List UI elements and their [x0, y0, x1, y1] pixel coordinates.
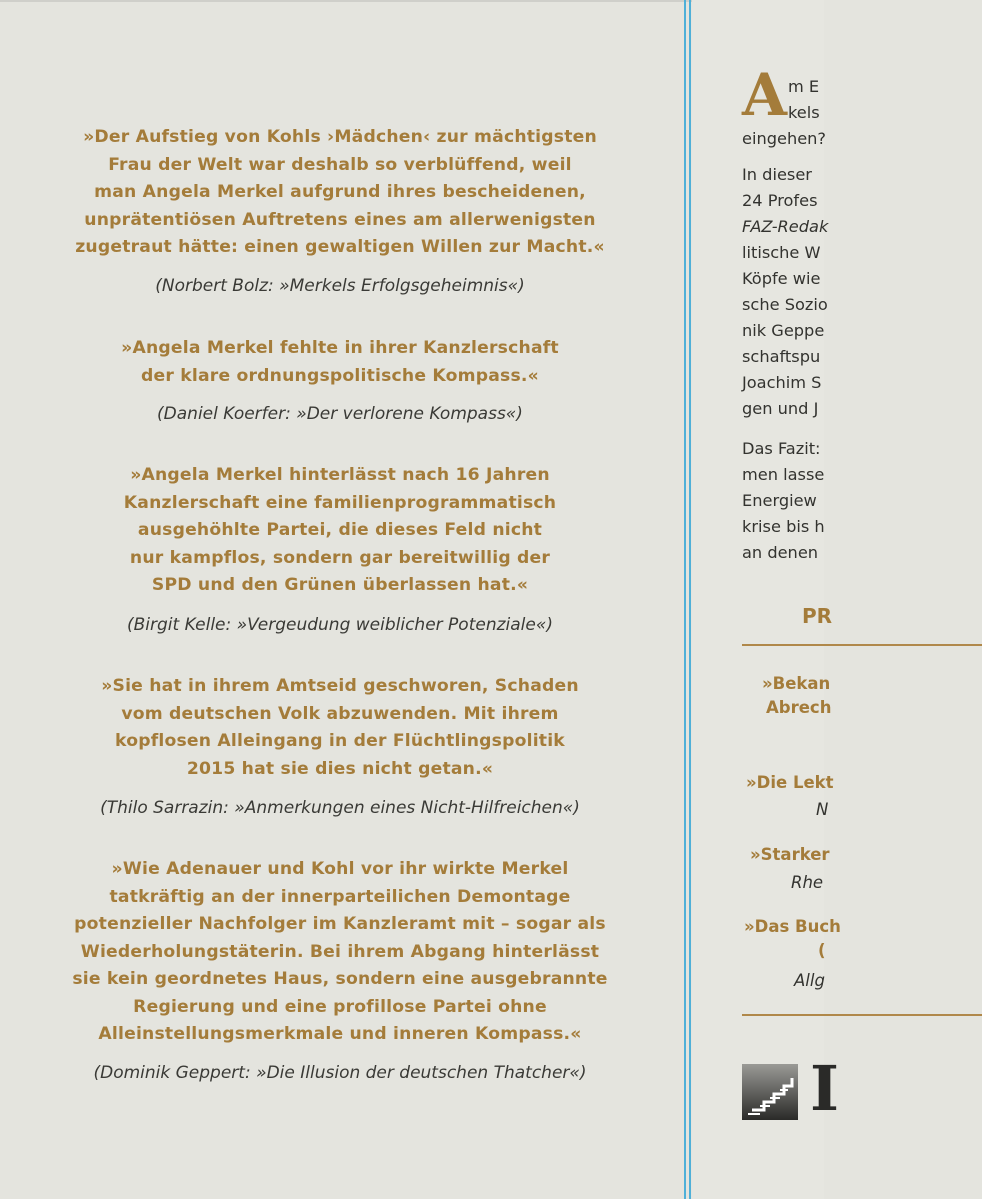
quote-4	[60, 673, 620, 783]
quote-1-source: (Norbert Bolz: »Merkels Erfolgsgeheimnis«)	[155, 276, 525, 296]
press-quote-2: »Die Lekt	[746, 773, 834, 792]
press-quote-3: »Starker	[750, 845, 830, 864]
press-line: »Bekan	[762, 674, 831, 693]
quote-line: man Angela Merkel aufgrund ihres bescheidenen,	[94, 182, 586, 202]
press-quote-4	[744, 915, 841, 963]
text-line: Energiew	[742, 491, 817, 510]
quote-line: Frau der Welt war deshalb so verblüffend, weil	[108, 154, 572, 175]
quote-5-source: (Dominik Geppert: »Die Illusion der deutschen Thatcher«)	[93, 1063, 587, 1083]
quote-1	[60, 124, 620, 262]
quote-line: zugetraut hätte: einen gewaltigen Willen zur Macht.«	[75, 237, 605, 257]
paragraph-3	[742, 436, 825, 566]
quote-line: »Der Aufstieg von Kohls ›Mädchen‹ zur mächtigsten	[83, 127, 597, 147]
quote-line: unprätentiösen Auftretens eines am allerwenigsten	[84, 209, 596, 230]
text-line: kels	[788, 103, 820, 122]
text-line: krise bis h	[742, 517, 825, 536]
rule-top	[742, 644, 982, 646]
quote-line: Alleinstellungsmerkmale und inneren Kompass.«	[98, 1024, 582, 1044]
quote-line: nur kampflos, sondern gar bereitwillig der	[129, 547, 551, 568]
text-line: 24 Profes	[742, 191, 818, 210]
quote-2	[60, 335, 620, 390]
right-page	[692, 0, 841, 1199]
press-quote-1	[762, 672, 831, 720]
publisher-logo-icon	[742, 1064, 798, 1120]
press-line: »Das Buch	[744, 917, 841, 936]
text-line: nik Geppe	[742, 321, 825, 340]
quote-5	[60, 856, 620, 1049]
quote-line: vom deutschen Volk abzuwenden. Mit ihrem	[121, 703, 559, 724]
text-line: an denen	[742, 543, 819, 562]
press-source-4: Allg	[794, 971, 825, 990]
quote-line: »Wie Adenauer und Kohl vor ihr wirkte Merkel	[111, 859, 569, 879]
quote-line: Wiederholungstäterin. Bei ihrem Abgang hinterlässt	[80, 941, 600, 962]
text-line: Das Fazit:	[742, 439, 821, 458]
quote-line: »Sie hat in ihrem Amtseid geschworen, Schaden	[101, 676, 579, 696]
quote-3	[60, 462, 620, 600]
quote-line: »Angela Merkel fehlte in ihrer Kanzlerschaft	[121, 338, 559, 358]
quote-line: kopflosen Alleingang in der Flüchtlingspolitik	[115, 731, 565, 751]
dropcap: A	[742, 61, 788, 129]
text-line: FAZ-Redak	[742, 217, 829, 236]
quote-line: potenzieller Nachfolger im Kanzleramt mit – sogar als	[74, 914, 606, 934]
quote-4-source: (Thilo Sarrazin: »Anmerkungen eines Nicht-Hilfreichen«)	[100, 798, 580, 818]
text-line: In dieser	[742, 165, 812, 184]
intro-text-top	[788, 74, 820, 126]
publisher-logo-text: I	[810, 1052, 840, 1125]
text-line: m E	[788, 77, 820, 96]
spine-line-right	[689, 0, 691, 1199]
press-heading: PR	[802, 604, 833, 628]
quote-line: Kanzlerschaft eine familienprogrammatisch	[123, 492, 557, 513]
press-line: Abrech	[766, 698, 832, 717]
quote-3-source: (Birgit Kelle: »Vergeudung weiblicher Potenziale«)	[127, 615, 553, 635]
quote-2-source: (Daniel Koerfer: »Der verlorene Kompass«)	[157, 404, 523, 424]
stairs-icon	[742, 1064, 798, 1120]
text-line: men lasse	[742, 465, 825, 484]
quote-line: ausgehöhlte Partei, die dieses Feld nicht	[137, 520, 543, 540]
quote-line: »Angela Merkel hinterlässt nach 16 Jahren	[130, 465, 550, 485]
quote-line: der klare ordnungspolitische Kompass.«	[141, 365, 539, 386]
text-line: litische W	[742, 243, 821, 262]
quote-line: 2015 hat sie dies nicht getan.«	[186, 758, 494, 779]
quote-line: tatkräftig an der innerparteilichen Demontage	[109, 886, 571, 907]
press-line: (	[818, 941, 826, 960]
press-source-3: Rhe	[791, 873, 824, 892]
rule-bottom	[742, 1014, 982, 1016]
text-line: sche Sozio	[742, 295, 828, 314]
spine-line-left	[684, 0, 686, 1199]
quote-line: sie kein geordnetes Haus, sondern eine ausgebrannte	[72, 969, 608, 989]
intro-text-bottom: eingehen?	[742, 129, 827, 148]
quote-line: SPD und den Grünen überlassen hat.«	[151, 575, 529, 595]
text-line: Joachim S	[742, 373, 822, 392]
text-line: schaftspu	[742, 347, 821, 366]
paragraph-2	[742, 162, 828, 422]
text-line: gen und J	[742, 399, 819, 418]
press-source-2: N	[816, 800, 829, 819]
quote-line: Regierung und eine profillose Partei ohne	[133, 996, 547, 1017]
text-line: Köpfe wie	[742, 269, 821, 288]
